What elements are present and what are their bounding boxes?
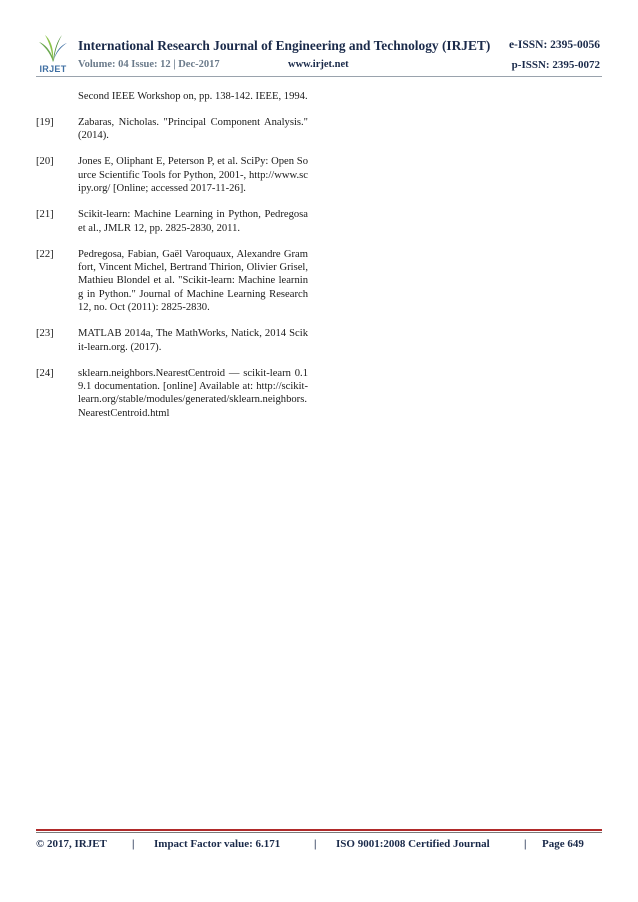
footer-copyright: © 2017, IRJET (36, 838, 107, 850)
header-divider (36, 76, 602, 77)
footer-divider-grey (36, 832, 602, 833)
footer-page-number: Page 649 (542, 838, 584, 850)
reference-item (36, 116, 308, 143)
website-link[interactable]: www.irjet.net (288, 59, 349, 70)
page-footer (36, 838, 602, 852)
footer-separator: | (314, 838, 317, 850)
reference-item (36, 327, 308, 354)
reference-text[interactable]: sklearn.neighbors.NearestCentroid — scikit-learn 0.19.1 documentation. [online] Available at: http://scikit-learn.org/stable/modules/generated/sklearn.neighbors.NearestCentroid.html (78, 367, 308, 419)
reference-item (36, 248, 308, 315)
reference-text: Scikit-learn: Machine Learning in Python, Pedregosa et al., JMLR 12, pp. 2825-2830, 2011. (78, 209, 308, 234)
reference-item (36, 155, 308, 195)
reference-number: [19] (36, 117, 54, 128)
logo-text: IRJET (39, 64, 67, 74)
footer-divider-red (36, 829, 602, 831)
e-issn: e-ISSN: 2395-0056 (508, 39, 600, 51)
reference-number: [20] (36, 156, 54, 168)
reference-item (36, 367, 308, 421)
reference-list (36, 90, 308, 433)
reference-text: Jones E, Oliphant E, Peterson P, et al. SciPy: Open Source Scientific Tools for Python, 2001-, http://www.scipy.org/ [Online; accessed 2017-11-26]. (78, 156, 308, 195)
reference-text: Second IEEE Workshop on, pp. 138-142. IEEE, 1994. (78, 91, 308, 102)
reference-item (36, 208, 308, 235)
reference-text: MATLAB 2014a, The MathWorks, Natick, 2014 Scikit-learn.org. (2017). (78, 328, 308, 353)
page-header (36, 30, 602, 76)
footer-iso: ISO 9001:2008 Certified Journal (336, 838, 490, 850)
volume-issue: Volume: 04 Issue: 12 | Dec-2017 (78, 59, 220, 70)
reference-number: [24] (36, 367, 54, 379)
reference-number: [22] (36, 248, 54, 260)
reference-number: [21] (36, 209, 54, 221)
reference-text: Zabaras, Nicholas. "Principal Component Analysis."(2014). (78, 117, 308, 142)
footer-separator: | (132, 838, 135, 850)
journal-title: International Research Journal of Engineering and Technology (IRJET) (78, 38, 491, 53)
reference-number: [23] (36, 328, 54, 340)
reference-text: Pedregosa, Fabian, Gaël Varoquaux, Alexandre Gramfort, Vincent Michel, Bertrand Thirion, Olivier Grisel, Mathieu Blondel et al. "Scikit-learn: Machine learning in Python." Journal of Machine Learning Research 12, no. Oct (2011): 2825-2830. (78, 248, 308, 314)
reference-item (36, 90, 308, 103)
p-issn: p-ISSN: 2395-0072 (511, 59, 600, 71)
footer-separator: | (524, 838, 527, 850)
footer-impact-factor: Impact Factor value: 6.171 (154, 838, 281, 850)
